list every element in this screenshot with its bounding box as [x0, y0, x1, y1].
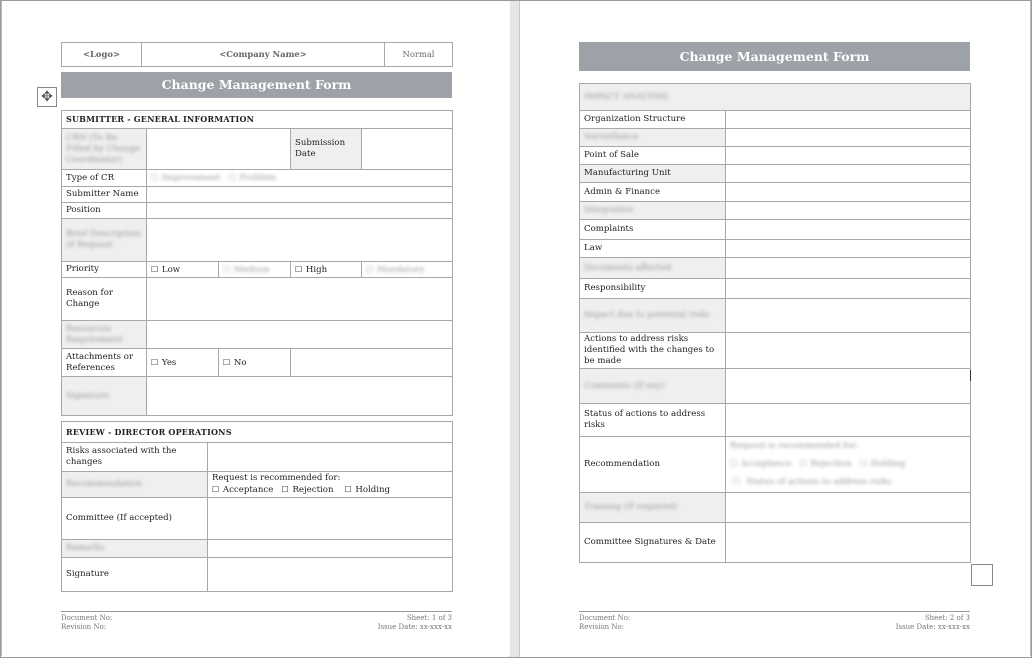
priority-mandatory[interactable]: ☐ Mandatory [362, 262, 453, 278]
row-law: Law [580, 240, 726, 258]
resources-label: Resources Requirement [62, 321, 147, 349]
field-impact-risks[interactable] [726, 299, 971, 333]
recommendation-options [208, 472, 453, 498]
row-comments: Comments (If any) [580, 369, 726, 404]
acceptance-option[interactable]: ☐ Acceptance [212, 485, 274, 495]
field-manufacturing-unit[interactable] [726, 165, 971, 183]
section-review: REVIEW - DIRECTOR OPERATIONS [62, 422, 453, 443]
committee-label: Committee (If accepted) [62, 498, 208, 540]
header-table [61, 42, 453, 67]
revision-no-page2: Revision No: [579, 622, 625, 631]
field-organization-structure[interactable] [726, 111, 971, 129]
row-impact-risks: Impact due to potential risks [580, 299, 726, 333]
remarks-label: Remarks [62, 540, 208, 558]
reason-for-change-field[interactable] [147, 278, 453, 321]
field-status-actions[interactable] [726, 404, 971, 437]
resources-field[interactable] [147, 321, 453, 349]
company-name-placeholder: <Company Name> [142, 43, 385, 67]
position-field[interactable] [147, 203, 453, 219]
priority-medium[interactable]: ☐ Medium [219, 262, 291, 278]
rec-status[interactable]: ☐ Status of actions to address risks [732, 477, 892, 487]
footer-right-page2 [850, 614, 970, 631]
field-comments[interactable] [726, 369, 971, 404]
rejection-option[interactable]: ☐ Rejection [281, 485, 334, 495]
type-of-cr-label: Type of CR [62, 170, 147, 187]
page-2 [520, 1, 1031, 656]
risks-field[interactable] [208, 443, 453, 472]
logo-placeholder: <Logo> [62, 43, 142, 67]
priority-low[interactable]: ☐ Low [147, 262, 219, 278]
form-title-page2: Change Management Form [579, 42, 970, 71]
submitter-name-field[interactable] [147, 187, 453, 203]
attachments-no[interactable]: ☐ No [219, 349, 291, 377]
row-complaints: Complaints [580, 220, 726, 240]
footer-divider [61, 611, 452, 612]
reason-for-change-label: Reason for Change [62, 278, 147, 321]
row-actions-address-risks: Actions to address risks identified with the changes to be made [580, 333, 726, 369]
row-manufacturing-unit: Manufacturing Unit [580, 165, 726, 183]
revision-no: Revision No: [61, 622, 107, 631]
signature-field[interactable] [208, 558, 453, 592]
field-integration[interactable] [726, 202, 971, 220]
page-1 [1, 1, 510, 656]
field-point-of-sale[interactable] [726, 147, 971, 165]
row-admin-finance: Admin & Finance [580, 183, 726, 202]
style-label: Normal [385, 43, 453, 67]
holding-option[interactable]: ☐ Holding [344, 485, 391, 495]
attachments-label: Attachments or References [62, 349, 147, 377]
page-gutter [509, 0, 520, 658]
table-resize-handle[interactable] [971, 564, 993, 586]
document-no: Document No: [61, 614, 113, 622]
sheet-number-page2: Sheet: 2 of 3 [924, 614, 970, 622]
row-status-actions: Status of actions to address risks [580, 404, 726, 437]
field-actions-address-risks[interactable] [726, 333, 971, 369]
type-of-cr-options: ☐ Improvement ☐ Problem [147, 170, 453, 187]
submission-date-field[interactable] [362, 129, 453, 170]
risks-label: Risks associated with the changes [62, 443, 208, 472]
impact-table [579, 83, 971, 563]
sheet-number: Sheet: 1 of 3 [406, 614, 452, 622]
text-cursor [970, 370, 971, 381]
field-recommendation [726, 437, 971, 493]
attachments-field[interactable] [291, 349, 453, 377]
recommendation-label: Recommendation [62, 472, 208, 498]
row-recommendation: Recommendation [580, 437, 726, 493]
signature-blur-field[interactable] [147, 377, 453, 416]
footer-right [332, 614, 452, 631]
field-surveillance[interactable] [726, 129, 971, 147]
committee-field[interactable] [208, 498, 453, 540]
row-point-of-sale: Point of Sale [580, 147, 726, 165]
table-move-icon[interactable]: ✥ [37, 87, 57, 107]
footer-left-page2 [579, 614, 630, 631]
field-training[interactable] [726, 493, 971, 523]
issue-date-page2: Issue Date: xx-xxx-xx [895, 622, 970, 631]
footer-divider-page2 [579, 611, 970, 612]
submission-date-label: Submission Date [291, 129, 362, 170]
row-responsibility: Responsibility [580, 279, 726, 299]
submitter-table [61, 110, 453, 416]
submitter-name-label: Submitter Name [62, 187, 147, 203]
section-submitter: SUBMITTER - GENERAL INFORMATION [62, 111, 453, 129]
signature-blur-label: Signature [62, 377, 147, 416]
brief-description-label: Brief Description of Request [62, 219, 147, 262]
field-responsibility[interactable] [726, 279, 971, 299]
priority-high[interactable]: ☐ High [291, 262, 362, 278]
issue-date: Issue Date: xx-xxx-xx [377, 622, 452, 631]
row-committee-signatures: Committee Signatures & Date [580, 523, 726, 563]
field-complaints[interactable] [726, 220, 971, 240]
form-title: Change Management Form [61, 72, 452, 98]
attachments-yes[interactable]: ☐ Yes [147, 349, 219, 377]
remarks-field[interactable] [208, 540, 453, 558]
impact-header: IMPACT ANALYSIS [580, 84, 971, 111]
crn-field[interactable] [147, 129, 291, 170]
field-committee-signatures[interactable] [726, 523, 971, 563]
row-documents-affected: Documents affected [580, 258, 726, 279]
field-law[interactable] [726, 240, 971, 258]
row-surveillance: Surveillance [580, 129, 726, 147]
field-admin-finance[interactable] [726, 183, 971, 202]
rec-options[interactable]: ☐ Acceptance ☐ Rejection ☐ Holding [730, 459, 906, 469]
footer-left [61, 614, 112, 631]
crn-label: CRN (To Be Filled by Change Coordinator) [62, 129, 147, 170]
position-label: Position [62, 203, 147, 219]
document-no-page2: Document No: [579, 614, 631, 622]
review-table [61, 421, 453, 592]
field-documents-affected[interactable] [726, 258, 971, 279]
signature-label: Signature [62, 558, 208, 592]
request-recommended-text: Request is recommended for: [212, 473, 341, 483]
priority-label: Priority [62, 262, 147, 278]
row-integration: Integration [580, 202, 726, 220]
rec-text: Request is recommended for: [730, 441, 859, 451]
row-organization-structure: Organization Structure [580, 111, 726, 129]
brief-description-field[interactable] [147, 219, 453, 262]
row-training: Training (If required) [580, 493, 726, 523]
